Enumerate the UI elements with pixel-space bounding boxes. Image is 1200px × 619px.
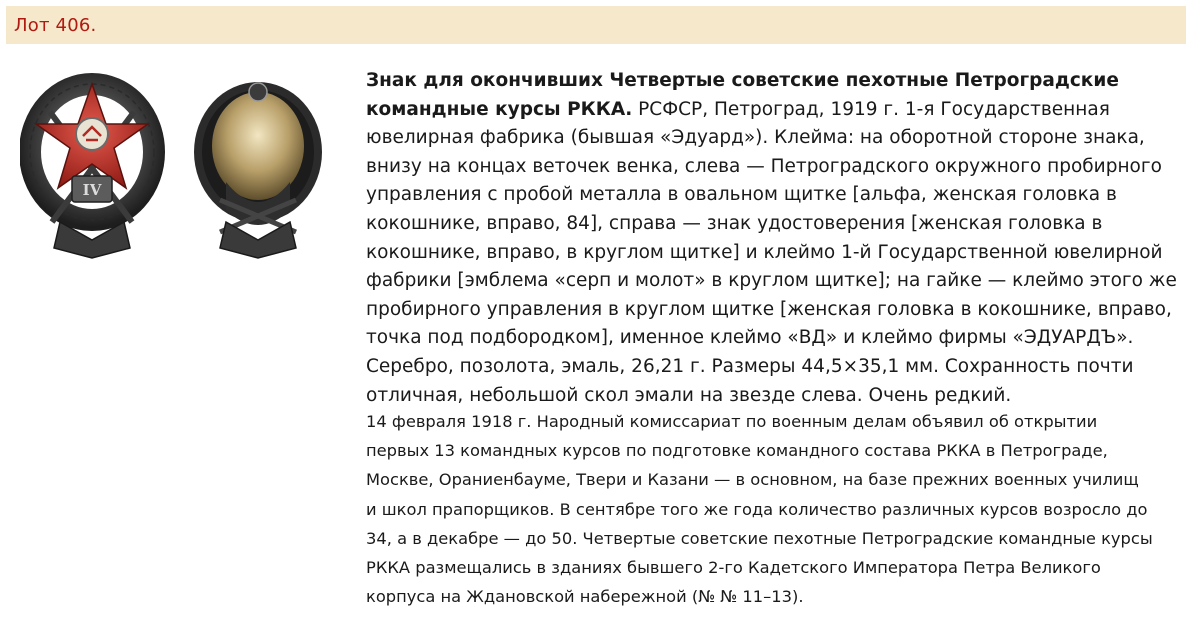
lot-description <box>366 67 1186 410</box>
description-line: кокошнике, вправо, 84], справа — знак удостоверения [женская головка в <box>366 212 1103 234</box>
description-line: фабрики [эмблема «серп и молот» в круглом щитке]; на гайке — клеймо этого же <box>366 270 1177 292</box>
description-title-line-2: командные курсы РККА. <box>366 98 633 120</box>
description-line: точка под подбородком], именное клеймо «ВД» и клеймо фирмы «ЭДУАРДЪ». <box>366 327 1134 349</box>
badge-numeral-label: IV <box>82 181 102 199</box>
note-line: и школ прапорщиков. В сентябре того же года количество различных курсов возросло до <box>366 499 1148 519</box>
note-line: РККА размещались в зданиях бывшего 2-го Кадетского Императора Петра Великого <box>366 558 1101 578</box>
description-line: отличная, небольшой скол эмали на звезде слева. Очень редкий. <box>366 384 1012 406</box>
description-line: ювелирная фабрика (бывшая «Эдуард»). Клейма: на оборотной стороне знака, <box>366 127 1145 149</box>
note-line: 34, а в декабре — до 50. Четвертые советские пехотные Петроградские командные курсы <box>366 528 1153 548</box>
historical-note <box>366 407 1186 611</box>
description-line: управления с пробой металла в овальном щитке [альфа, женская головка в <box>366 184 1117 206</box>
note-line: корпуса на Ждановской набережной (№ № 11–13). <box>366 587 804 607</box>
note-line: 14 февраля 1918 г. Народный комиссариат по военным делам объявил об открытии <box>366 412 1098 431</box>
description-line: внизу на концах веточек венка, слева — Петроградского окружного пробирного <box>366 155 1162 177</box>
badge-images <box>20 72 340 272</box>
note-line: Москве, Ораниенбауме, Твери и Казани — в основном, на базе прежних военных училищ <box>366 470 1139 490</box>
badge-front-image <box>20 72 170 262</box>
note-line: первых 13 командных курсов по подготовке командного состава РККА в Петрограде, <box>366 441 1108 461</box>
lot-title: Лот 406. <box>14 14 97 36</box>
description-title-line-1: Знак для окончивших Четвертые советские пехотные Петроградские <box>366 70 1119 91</box>
description-line-2-rest: РСФСР, Петроград, 1919 г. 1-я Государственная <box>632 98 1110 120</box>
description-line: кокошнике, вправо, в круглом щитке] и клеймо 1-й Государственной ювелирной <box>366 241 1163 263</box>
description-line: Серебро, позолота, эмаль, 26,21 г. Размеры 44,5×35,1 мм. Сохранность почти <box>366 355 1134 377</box>
lot-header <box>6 6 1186 44</box>
badge-back-image <box>186 72 336 262</box>
description-line: пробирного управления в круглом щитке [женская головка в кокошнике, вправо, <box>366 298 1172 320</box>
